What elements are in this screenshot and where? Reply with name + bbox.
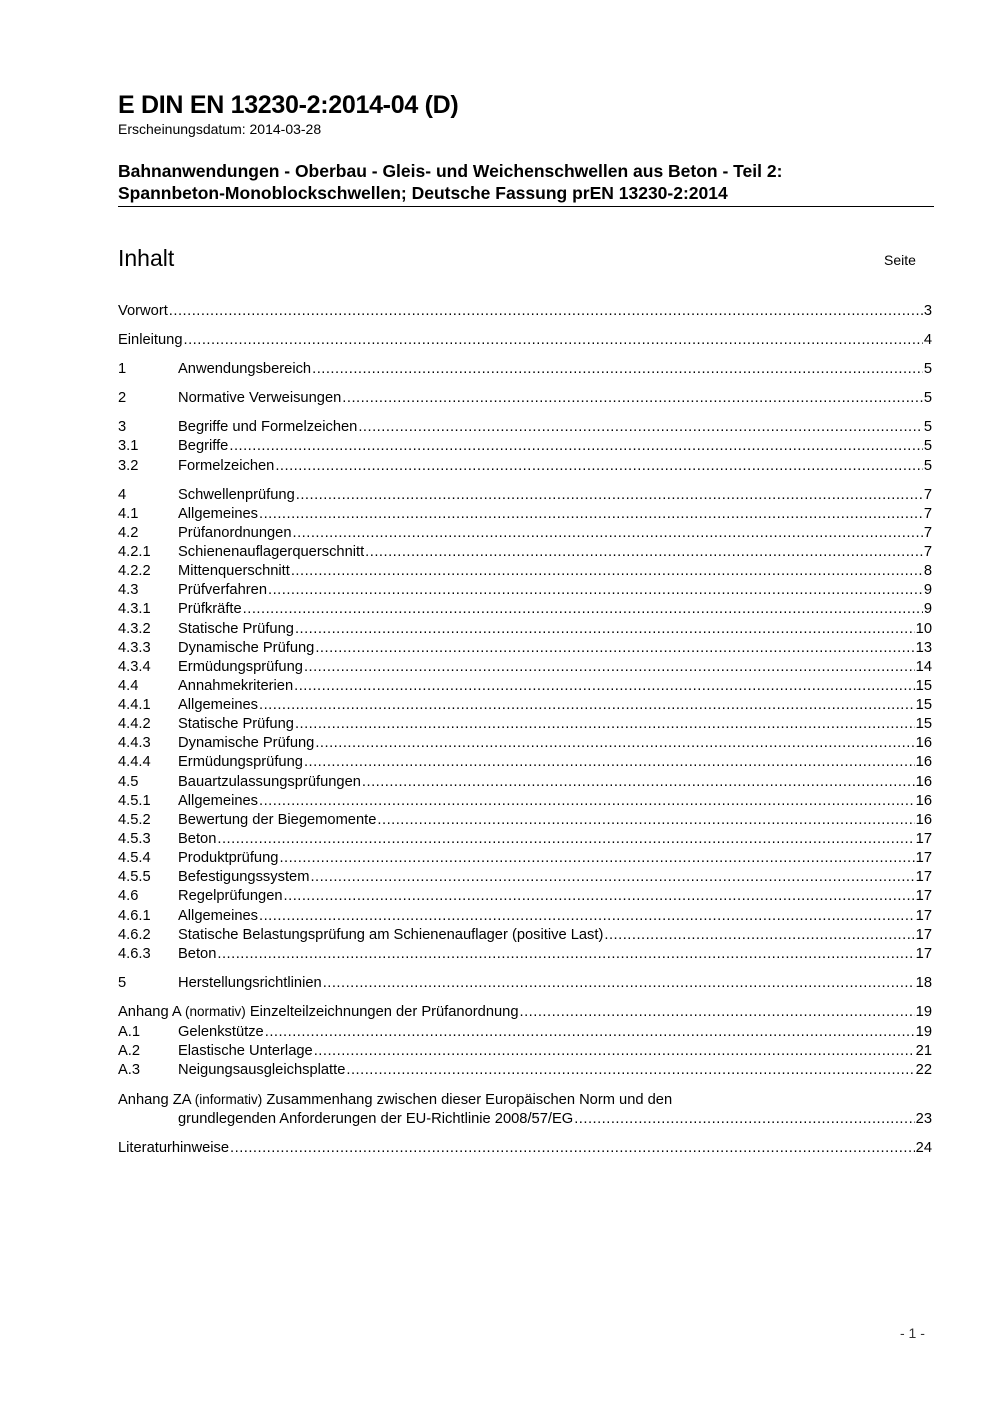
toc-entry-label: Allgemeines: [178, 697, 259, 713]
toc-entry-number: 4.3.1: [118, 601, 151, 617]
toc-dot-leader: [259, 505, 923, 524]
toc-entry-page: 5: [923, 361, 932, 377]
toc-entry-label: Herstellungsrichtlinien: [178, 975, 322, 991]
toc-entry-page: 7: [923, 506, 932, 522]
toc-entry-label: Annahmekriterien: [178, 678, 294, 694]
toc-dot-leader: [230, 1139, 915, 1158]
toc-entry-label: Befestigungssystem: [178, 869, 310, 885]
toc-dot-leader: [295, 620, 915, 639]
toc-entry-page: 14: [915, 659, 932, 675]
toc-entry-label: Prüfverfahren: [178, 582, 267, 598]
toc-entry-label: Allgemeines: [178, 506, 259, 522]
toc-entry[interactable]: [118, 457, 932, 476]
toc-annex-title: Einzelteilzeichnungen der Prüfanordnung: [249, 1004, 519, 1020]
toc-entry[interactable]: [118, 868, 932, 887]
toc-dot-leader: [217, 830, 914, 849]
toc-entry[interactable]: [118, 792, 932, 811]
toc-entry-number: 4.6.1: [118, 908, 151, 924]
toc-dot-leader: [217, 945, 914, 964]
toc-dot-leader: [243, 600, 923, 619]
toc-entry[interactable]: [118, 486, 932, 505]
toc-entry-page: 23: [915, 1111, 932, 1127]
toc-entry[interactable]: [118, 524, 932, 543]
toc-entry-label: Ermüdungsprüfung: [178, 659, 303, 675]
toc-entry-page: 17: [915, 888, 932, 904]
toc-entry-label: Neigungsausgleichsplatte: [178, 1062, 346, 1078]
toc-entry-label: Ermüdungsprüfung: [178, 754, 303, 770]
toc-dot-leader: [275, 457, 923, 476]
toc-entry-page: 18: [915, 975, 932, 991]
toc-entry-page: 8: [923, 563, 932, 579]
toc-annex-kind: (normativ): [185, 1004, 246, 1019]
toc-entry-number: 4.2: [118, 525, 139, 541]
toc-entry-number: 4.2.2: [118, 563, 151, 579]
toc-dot-leader: [279, 849, 914, 868]
toc-dot-leader: [342, 389, 923, 408]
toc-entry-number: 4.1: [118, 506, 139, 522]
toc-entry-number: A.1: [118, 1024, 141, 1040]
toc-entry[interactable]: [118, 600, 932, 619]
toc-entry-number: 4.4.3: [118, 735, 151, 751]
toc-entry[interactable]: [118, 302, 932, 321]
toc-entry[interactable]: [118, 437, 932, 456]
toc-entry-label: Einleitung: [118, 332, 183, 348]
toc-entry-label: Prüfkräfte: [178, 601, 242, 617]
page-number: - 1 -: [900, 1325, 925, 1341]
toc-entry-label: Statische Belastungsprüfung am Schienenauflager (positive Last): [178, 927, 604, 943]
toc-entry-label: Allgemeines: [178, 908, 259, 924]
toc-dot-leader: [574, 1110, 914, 1129]
toc-entry-page: 15: [915, 716, 932, 732]
toc-entry-label: Anwendungsbereich: [178, 361, 312, 377]
toc-entry[interactable]: [118, 1110, 932, 1129]
toc-entry-number: 4.4: [118, 678, 139, 694]
toc-dot-leader: [295, 715, 915, 734]
toc-entry-label: Schienenauflagerquerschnitt: [178, 544, 365, 560]
toc-entry-label: Begriffe und Formelzeichen: [178, 419, 358, 435]
toc-entry-page: 13: [915, 640, 932, 656]
toc-entry[interactable]: [118, 418, 932, 437]
toc-dot-leader: [259, 907, 915, 926]
toc-entry[interactable]: [118, 887, 932, 906]
toc-entry-number: 4.3.4: [118, 659, 151, 675]
toc-entry-label: Elastische Unterlage: [178, 1043, 313, 1059]
toc-entry[interactable]: [118, 907, 932, 926]
toc-entry-number: 4.4.4: [118, 754, 151, 770]
title-line-2: Spannbeton-Monoblockschwellen; Deutsche Fassung prEN 13230-2:2014: [118, 183, 728, 203]
toc-annex-prefix: Anhang A: [118, 1004, 181, 1020]
toc-dot-leader: [312, 360, 923, 379]
toc-dot-leader: [358, 418, 922, 437]
toc-entry-number: 5: [118, 975, 127, 991]
toc-entry-label: Allgemeines: [178, 793, 259, 809]
toc-entry-page: 3: [923, 303, 932, 319]
toc-entry-annex-heading[interactable]: [118, 1090, 932, 1109]
toc-entry[interactable]: [118, 945, 932, 964]
toc-dot-leader: [265, 1023, 915, 1042]
toc-entry-label: Beton: [178, 831, 217, 847]
toc-entry-page: 16: [915, 774, 932, 790]
toc-dot-leader: [184, 331, 923, 350]
toc-entry-number: 4.5.5: [118, 869, 151, 885]
toc-entry[interactable]: [118, 773, 932, 792]
toc-entry-label: Schwellenprüfung: [178, 487, 295, 503]
toc-entry[interactable]: [118, 849, 932, 868]
toc-dot-leader: [259, 696, 915, 715]
toc-dot-leader: [259, 792, 915, 811]
toc-entry-number: 2: [118, 390, 127, 406]
toc-entry[interactable]: [118, 620, 932, 639]
toc-entry-label: Formelzeichen: [178, 458, 275, 474]
toc-entry-page: 16: [915, 793, 932, 809]
toc-dot-leader: [314, 1042, 915, 1061]
toc-dot-leader: [304, 753, 915, 772]
toc-entry-number: 1: [118, 361, 127, 377]
toc-entry[interactable]: [118, 1003, 932, 1022]
toc-entry[interactable]: [118, 1139, 932, 1158]
toc-entry-label: [118, 1002, 519, 1022]
publication-date: Erscheinungsdatum: 2014-03-28: [118, 121, 322, 137]
toc-dot-leader: [346, 1061, 914, 1080]
toc-entry-page: 21: [915, 1043, 932, 1059]
toc-dot-leader: [315, 734, 914, 753]
toc-dot-leader: [310, 868, 914, 887]
toc-entry-label: Vorwort: [118, 303, 168, 319]
toc-dot-leader: [284, 887, 915, 906]
document-id: E DIN EN 13230-2:2014-04 (D): [118, 91, 459, 119]
toc-entry-label: Dynamische Prüfung: [178, 640, 315, 656]
toc-entry-number: 4.4.2: [118, 716, 151, 732]
toc-entry-label: Bewertung der Biegemomente: [178, 812, 377, 828]
toc-dot-leader: [293, 524, 923, 543]
toc-entry-label: Mittenquerschnitt: [178, 563, 290, 579]
toc-entry-number: 4.5.2: [118, 812, 151, 828]
toc-entry-page: 5: [923, 458, 932, 474]
toc-entry-label: Beton: [178, 946, 217, 962]
toc-entry-label: Normative Verweisungen: [178, 390, 342, 406]
toc-entry[interactable]: [118, 677, 932, 696]
toc-dot-leader: [604, 926, 914, 945]
toc-entry-number: 4.5.4: [118, 850, 151, 866]
toc-entry[interactable]: [118, 753, 932, 772]
toc-dot-leader: [229, 437, 922, 456]
toc-entry[interactable]: [118, 543, 932, 562]
toc-entry-number: 4.5: [118, 774, 139, 790]
toc-dot-leader: [268, 581, 923, 600]
toc-entry-page: 17: [915, 927, 932, 943]
toc-entry[interactable]: [118, 658, 932, 677]
toc-entry-number: 3.1: [118, 438, 139, 454]
toc-entry-label: Gelenkstütze: [178, 1024, 264, 1040]
toc-entry-number: 4.6.3: [118, 946, 151, 962]
toc-entry-page: 17: [915, 946, 932, 962]
toc-entry-number: 4.6: [118, 888, 139, 904]
toc-entry-label: Statische Prüfung: [178, 716, 294, 732]
toc-entry-number: A.3: [118, 1062, 141, 1078]
toc-entry-number: 3.2: [118, 458, 139, 474]
toc-entry[interactable]: [118, 811, 932, 830]
toc-entry-page: 16: [915, 812, 932, 828]
toc-entry-number: 4: [118, 487, 127, 503]
toc-entry-label: Dynamische Prüfung: [178, 735, 315, 751]
toc-entry-page: 4: [923, 332, 932, 348]
toc-entry-page: 15: [915, 678, 932, 694]
page-column-label: Seite: [884, 252, 916, 268]
toc-entry[interactable]: [118, 926, 932, 945]
toc-dot-leader: [304, 658, 915, 677]
toc-dot-leader: [362, 773, 915, 792]
toc-entry-label: grundlegenden Anforderungen der EU-Richtlinie 2008/57/EG: [178, 1111, 574, 1127]
toc-entry[interactable]: [118, 974, 932, 993]
toc-entry[interactable]: [118, 1023, 932, 1042]
toc-entry-page: 19: [915, 1024, 932, 1040]
title-line-1: Bahnanwendungen - Oberbau - Gleis- und Weichenschwellen aus Beton - Teil 2:: [118, 161, 783, 181]
title-divider: [118, 206, 934, 207]
toc-entry-page: 7: [923, 525, 932, 541]
toc-entry-page: 19: [915, 1004, 932, 1020]
toc-dot-leader: [365, 543, 923, 562]
toc-entry[interactable]: [118, 696, 932, 715]
toc-entry-label: Prüfanordnungen: [178, 525, 292, 541]
toc-entry[interactable]: [118, 331, 932, 350]
toc-heading: Inhalt: [118, 245, 175, 271]
toc-entry[interactable]: [118, 715, 932, 734]
toc-entry-label: Zusammenhang zwischen dieser Europäischen Norm und den: [266, 1092, 673, 1108]
toc-entry-page: 24: [915, 1140, 932, 1156]
toc-dot-leader: [291, 562, 923, 581]
toc-entry-number: 3: [118, 419, 127, 435]
toc-entry-label: Regelprüfungen: [178, 888, 283, 904]
toc-entry-label: Literaturhinweise: [118, 1140, 230, 1156]
toc-entry-page: 15: [915, 697, 932, 713]
toc-entry-page: 10: [915, 621, 932, 637]
toc-entry-page: 22: [915, 1062, 932, 1078]
toc-entry-label: Produktprüfung: [178, 850, 279, 866]
toc-entry[interactable]: [118, 505, 932, 524]
toc-annex-kind: (informativ): [194, 1092, 263, 1107]
toc-dot-leader: [377, 811, 914, 830]
toc-entry-page: 17: [915, 831, 932, 847]
toc-entry-number: 4.6.2: [118, 927, 151, 943]
toc-entry-number: 4.3.3: [118, 640, 151, 656]
toc-entry-label: Statische Prüfung: [178, 621, 294, 637]
toc-dot-leader: [315, 639, 914, 658]
toc-entry[interactable]: [118, 389, 932, 408]
toc-entry-page: 5: [923, 438, 932, 454]
toc-entry-page: 7: [923, 544, 932, 560]
toc-entry-page: 16: [915, 735, 932, 751]
document-title: [118, 160, 918, 204]
toc-entry-label: Begriffe: [178, 438, 229, 454]
toc-entry-page: 17: [915, 850, 932, 866]
toc-entry[interactable]: [118, 830, 932, 849]
toc-dot-leader: [296, 486, 923, 505]
toc-entry-page: 7: [923, 487, 932, 503]
toc-dot-leader: [169, 302, 923, 321]
toc-entry-page: 17: [915, 908, 932, 924]
toc-entry[interactable]: [118, 639, 932, 658]
toc-entry-page: 9: [923, 601, 932, 617]
toc-entry-page: 9: [923, 582, 932, 598]
toc-dot-leader: [323, 974, 915, 993]
toc-annex-prefix: Anhang ZA: [118, 1092, 191, 1108]
toc-entry-page: 16: [915, 754, 932, 770]
toc-entry-page: 5: [923, 419, 932, 435]
toc-entry[interactable]: [118, 360, 932, 379]
toc-entry-page: 17: [915, 869, 932, 885]
toc-entry-number: 4.2.1: [118, 544, 151, 560]
toc-entry-label: Bauartzulassungsprüfungen: [178, 774, 361, 790]
toc-entry-number: A.2: [118, 1043, 141, 1059]
toc-entry[interactable]: [118, 1042, 932, 1061]
toc-entry[interactable]: [118, 1061, 932, 1080]
toc-entry-number: 4.5.1: [118, 793, 151, 809]
toc-entry-number: 4.5.3: [118, 831, 151, 847]
toc-entry-page: 5: [923, 390, 932, 406]
toc-entry[interactable]: [118, 562, 932, 581]
toc-entry[interactable]: [118, 581, 932, 600]
toc-dot-leader: [520, 1003, 915, 1022]
toc-entry[interactable]: [118, 734, 932, 753]
toc-dot-leader: [294, 677, 915, 696]
toc-entry-number: 4.4.1: [118, 697, 151, 713]
toc-entry-number: 4.3: [118, 582, 139, 598]
toc-entry-number: 4.3.2: [118, 621, 151, 637]
